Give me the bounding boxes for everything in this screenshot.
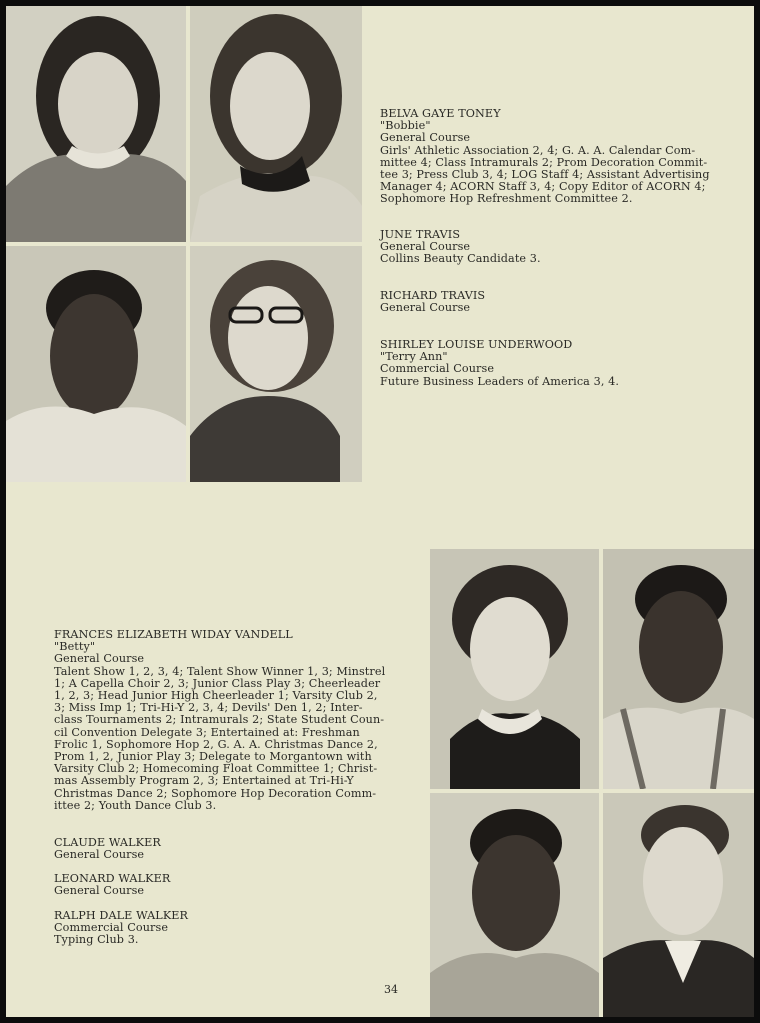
entry-line: Prom 1, 2, Junior Play 3; Delegate to Morgantown with [54,750,372,764]
entry-line: Manager 4; ACORN Staff 3, 4; Copy Editor of ACORN 4; [380,180,706,194]
portrait-walker-leonard [430,793,599,1017]
entry-walker-ralph [54,910,188,947]
entry-toney [380,108,710,206]
entry-line: class Tournaments 2; Intramurals 2; State Student Coun- [54,713,385,727]
entry-line: "Terry Ann" [380,350,448,364]
entry-line: "Bobbie" [380,119,431,133]
entry-line: cil Convention Delegate 3; Entertained at: Freshman [54,725,360,739]
entry-line: Collins Beauty Candidate 3. [380,252,541,266]
entry-line: Future Business Leaders of America 3, 4. [380,374,620,388]
entry-name: SHIRLEY LOUISE UNDERWOOD [380,338,573,351]
entry-line: mittee 4; Class Intramurals 2; Prom Decoration Commit- [380,155,708,169]
entry-line: Christmas Dance 2; Sophomore Hop Decoration Comm- [54,786,377,800]
entry-line: Varsity Club 2; Homecoming Float Committee 1; Christ- [54,762,378,776]
entry-name: JUNE TRAVIS [380,228,461,241]
entry-line: Commercial Course [380,362,495,376]
entry-name: RALPH DALE WALKER [54,909,189,922]
entry-name: CLAUDE WALKER [54,836,161,849]
portrait-travis-june [190,6,362,242]
entry-line: 1; A Capella Choir 2, 3; Junior Class Play 3; Cheerleader [54,676,381,690]
entry-name: FRANCES ELIZABETH WIDAY VANDELL [54,628,293,641]
portrait-vandell [430,549,599,789]
entry-line: ittee 2; Youth Dance Club 3. [54,798,217,812]
entry-line: Commercial Course [54,921,169,935]
entry-line: mas Assembly Program 2, 3; Entertained at Tri-Hi-Y [54,774,354,788]
entry-line: General Course [380,301,471,315]
entry-line: General Course [54,884,145,898]
entry-line: General Course [54,652,145,666]
entry-line: tee 3; Press Club 3, 4; LOG Staff 4; Assistant Advertising [380,168,710,182]
entry-line: Girls' Athletic Association 2, 4; G. A. A. Calendar Com- [380,143,696,157]
entry-line: 3; Miss Imp 1; Tri-Hi-Y 2, 3, 4; Devils' Den 1, 2; Inter- [54,701,363,715]
page-number: 34 [384,983,398,996]
entry-vandell [54,629,385,812]
entry-line: Frolic 1, Sophomore Hop 2, G. A. A. Christmas Dance 2, [54,737,378,751]
entry-name: RICHARD TRAVIS [380,289,486,302]
entry-line: General Course [54,848,145,862]
entry-line: Typing Club 3. [54,933,139,947]
entry-line: General Course [380,240,471,254]
entry-walker-leonard [54,873,170,897]
entry-travis-richard [380,290,485,314]
entry-underwood [380,339,619,388]
entry-name: BELVA GAYE TONEY [380,107,501,120]
portrait-walker-claude [603,549,754,789]
portrait-travis-richard [6,246,186,482]
entry-line: General Course [380,131,471,145]
entry-line: "Betty" [54,640,96,654]
entry-line: Talent Show 1, 2, 3, 4; Talent Show Winner 1, 3; Minstrel [54,664,386,678]
entry-line: Sophomore Hop Refreshment Committee 2. [380,192,633,206]
entry-line: 1, 2, 3; Head Junior High Cheerleader 1; Varsity Club 2, [54,689,378,703]
yearbook-page [6,6,754,1017]
portrait-underwood [190,246,362,482]
entry-travis-june [380,229,541,266]
entry-walker-claude [54,837,161,861]
portrait-toney [6,6,186,242]
entry-name: LEONARD WALKER [54,872,171,885]
portrait-walker-ralph [603,793,754,1017]
